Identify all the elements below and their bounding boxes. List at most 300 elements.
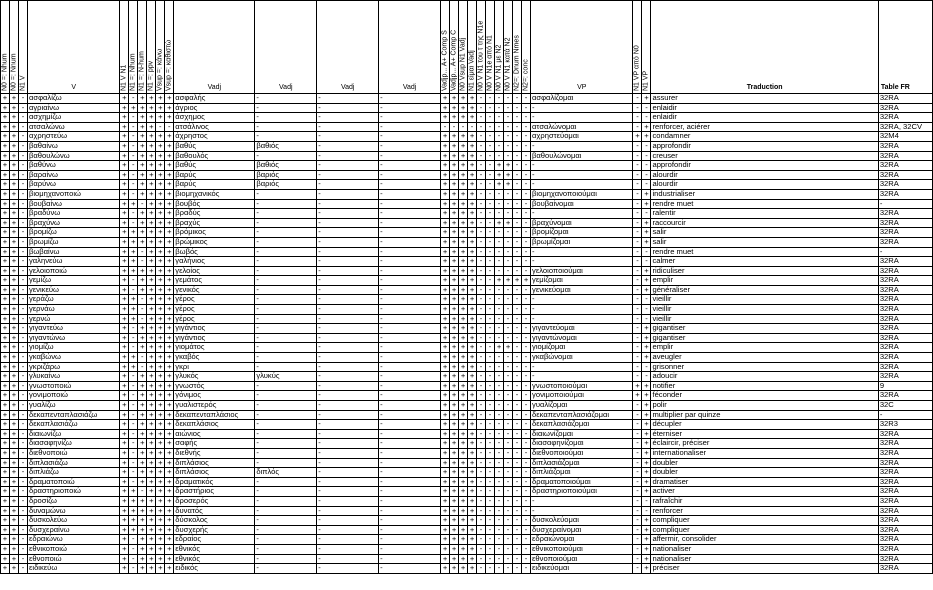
cell-n1vn1: + xyxy=(120,410,129,420)
cell-compg: + xyxy=(441,218,450,228)
cell-table: 32RA xyxy=(878,516,932,526)
cell-n0b: + xyxy=(10,468,19,478)
cell-n0tou: - xyxy=(477,295,486,305)
cell-n0b: + xyxy=(10,372,19,382)
cell-n2: - xyxy=(513,151,522,161)
cell-compg: + xyxy=(441,448,450,458)
cell-n0kata: + xyxy=(504,218,513,228)
cell-vsup1: + xyxy=(156,429,165,439)
cell-vadj2: - xyxy=(255,477,317,487)
cell-vsup1: + xyxy=(156,544,165,554)
cell-n1vn1: + xyxy=(120,554,129,564)
cell-n1vp2: + xyxy=(642,353,651,363)
cell-vsup2: + xyxy=(165,237,174,247)
cell-vadj1: δύσκολος xyxy=(174,516,255,526)
cell-vadj2: - xyxy=(255,564,317,574)
cell-n1ppv: + xyxy=(147,324,156,334)
cell-vsup2: + xyxy=(165,458,174,468)
cell-vadj2: - xyxy=(255,218,317,228)
cell-n1nnum: + xyxy=(138,343,147,353)
cell-n1vn1: + xyxy=(120,161,129,171)
cell-compc: + xyxy=(450,228,459,238)
cell-compc: + xyxy=(450,516,459,526)
cell-n1vp: - xyxy=(633,228,642,238)
table-row xyxy=(1,544,933,554)
cell-n1nhum: + xyxy=(129,362,138,372)
cell-n1v: - xyxy=(19,113,28,123)
cell-n0: + xyxy=(1,141,10,151)
cell-n0vsup: + xyxy=(459,429,468,439)
cell-n1ppv: + xyxy=(147,228,156,238)
cell-n0b: + xyxy=(10,170,19,180)
cell-n2: - xyxy=(513,257,522,267)
cell-n1ppv: + xyxy=(147,372,156,382)
cell-n0tou: - xyxy=(477,506,486,516)
cell-n2: - xyxy=(513,180,522,190)
cell-vsup1: + xyxy=(156,410,165,420)
cell-n1vp2: - xyxy=(642,257,651,267)
cell-compc: + xyxy=(450,410,459,420)
cell-vsup1: + xyxy=(156,372,165,382)
cell-n1vp2: - xyxy=(642,180,651,190)
cell-n1v: - xyxy=(19,458,28,468)
cell-n1vadj: + xyxy=(468,132,477,142)
cell-n1nhum: + xyxy=(129,506,138,516)
cell-n1v: - xyxy=(19,468,28,478)
cell-n2: - xyxy=(513,420,522,430)
cell-compc: + xyxy=(450,170,459,180)
cell-n0apo: - xyxy=(486,487,495,497)
column-header-vadj3: Vadj xyxy=(317,1,379,94)
cell-n1vadj: + xyxy=(468,353,477,363)
cell-n1vp: - xyxy=(633,372,642,382)
column-header-vp: VP xyxy=(531,1,633,94)
cell-n1v: - xyxy=(19,237,28,247)
cell-vsup2: + xyxy=(165,372,174,382)
cell-n1vp2: + xyxy=(642,199,651,209)
cell-table: 32RA xyxy=(878,535,932,545)
cell-vsup1: + xyxy=(156,420,165,430)
cell-n1vp: - xyxy=(633,141,642,151)
cell-n1nhum: - xyxy=(129,381,138,391)
cell-trad: creuser xyxy=(651,151,878,161)
cell-n1vp: - xyxy=(633,257,642,267)
cell-n0: + xyxy=(1,544,10,554)
cell-n0apo: - xyxy=(486,391,495,401)
cell-trad: grisonner xyxy=(651,362,878,372)
cell-vsup2: + xyxy=(165,343,174,353)
cell-trad: salir xyxy=(651,228,878,238)
cell-n2: - xyxy=(513,516,522,526)
cell-n0vsup: + xyxy=(459,305,468,315)
cell-vsup1: + xyxy=(156,305,165,315)
cell-v: βαθαίνω xyxy=(28,141,120,151)
cell-n0apo: - xyxy=(486,305,495,315)
cell-n0me: - xyxy=(495,324,504,334)
cell-vsup2: + xyxy=(165,496,174,506)
cell-n0: + xyxy=(1,564,10,574)
column-header-compg: Vadjp... A+ Comp S xyxy=(441,1,450,94)
cell-trad: rendre muet xyxy=(651,247,878,257)
cell-n1vp2: + xyxy=(642,381,651,391)
cell-vadj3: - xyxy=(317,544,379,554)
cell-n0me: - xyxy=(495,295,504,305)
cell-n1nhum: - xyxy=(129,285,138,295)
cell-n1ppv: + xyxy=(147,477,156,487)
cell-n0vsup: + xyxy=(459,247,468,257)
cell-n1vn1: + xyxy=(120,535,129,545)
cell-trad: dramatiser xyxy=(651,477,878,487)
cell-vsup2: + xyxy=(165,180,174,190)
cell-n0tou: - xyxy=(477,496,486,506)
cell-v: γερνώ xyxy=(28,314,120,324)
cell-n0tou: - xyxy=(477,305,486,315)
cell-table: 32RA xyxy=(878,525,932,535)
cell-n1vp2: + xyxy=(642,554,651,564)
cell-compg: + xyxy=(441,285,450,295)
cell-n0apo: - xyxy=(486,170,495,180)
cell-table: 32RA xyxy=(878,468,932,478)
cell-n1vp: - xyxy=(633,305,642,315)
cell-n1vadj: + xyxy=(468,257,477,267)
cell-vadj3: - xyxy=(317,305,379,315)
cell-compc: + xyxy=(450,94,459,104)
cell-n1nhum: - xyxy=(129,372,138,382)
cell-vadj4: - xyxy=(379,362,441,372)
cell-compg: + xyxy=(441,439,450,449)
cell-compc: + xyxy=(450,180,459,190)
cell-vp: γιομίζομαι xyxy=(531,343,633,353)
table-row xyxy=(1,170,933,180)
cell-vp: - xyxy=(531,103,633,113)
cell-trad: nationaliser xyxy=(651,544,878,554)
cell-n2: - xyxy=(513,237,522,247)
cell-table: 32RA xyxy=(878,189,932,199)
cell-n1vadj: + xyxy=(468,554,477,564)
cell-vadj3: - xyxy=(317,285,379,295)
cell-n1vp2: + xyxy=(642,564,651,574)
cell-vadj1: διπλάσιος xyxy=(174,468,255,478)
cell-v: διπλασιάζω xyxy=(28,458,120,468)
cell-n0kata: - xyxy=(504,458,513,468)
cell-vsup2: + xyxy=(165,103,174,113)
column-header-n0kata: N0 V N1 κατά N2 xyxy=(504,1,513,94)
cell-vsup2: + xyxy=(165,333,174,343)
cell-n1vadj: + xyxy=(468,535,477,545)
table-row xyxy=(1,381,933,391)
cell-n0kata: - xyxy=(504,333,513,343)
cell-n1vp2: + xyxy=(642,516,651,526)
cell-table: 32RA xyxy=(878,305,932,315)
cell-n2: - xyxy=(513,439,522,449)
cell-compc: + xyxy=(450,209,459,219)
column-header-n1v: N1 V xyxy=(19,1,28,94)
column-header-n0b: N0 =: Nnum xyxy=(10,1,19,94)
cell-n0kata: + xyxy=(504,170,513,180)
cell-n1v: - xyxy=(19,439,28,449)
cell-vsup2: + xyxy=(165,189,174,199)
cell-table: - xyxy=(878,410,932,420)
cell-vadj2: γλυκύς xyxy=(255,372,317,382)
cell-n1vn1: + xyxy=(120,362,129,372)
cell-n1v: - xyxy=(19,276,28,286)
cell-n1vadj: + xyxy=(468,372,477,382)
cell-vadj3: - xyxy=(317,401,379,411)
cell-vsup1: + xyxy=(156,401,165,411)
cell-compg: + xyxy=(441,141,450,151)
cell-n1vp2: + xyxy=(642,266,651,276)
cell-vadj4: - xyxy=(379,122,441,132)
cell-n1nhum: - xyxy=(129,458,138,468)
cell-n2: - xyxy=(513,448,522,458)
cell-n1nnum: + xyxy=(138,94,147,104)
cell-n1vp: - xyxy=(633,209,642,219)
cell-vadj3: - xyxy=(317,391,379,401)
cell-vp: ατσαλώνομαι xyxy=(531,122,633,132)
cell-vadj2: - xyxy=(255,343,317,353)
cell-n1v: - xyxy=(19,420,28,430)
cell-n0: + xyxy=(1,401,10,411)
cell-compc: + xyxy=(450,199,459,209)
cell-n0kata: - xyxy=(504,132,513,142)
cell-v: δυναμώνω xyxy=(28,506,120,516)
cell-n1vp: - xyxy=(633,401,642,411)
cell-n1vp2: + xyxy=(642,439,651,449)
column-header-v: V xyxy=(28,1,120,94)
cell-n0vsup: + xyxy=(459,180,468,190)
cell-vadj1: ατσάλινος xyxy=(174,122,255,132)
cell-n0tou: - xyxy=(477,132,486,142)
cell-n0apo: - xyxy=(486,122,495,132)
cell-table: 32RA xyxy=(878,295,932,305)
cell-n1ppv: + xyxy=(147,410,156,420)
cell-n0me: - xyxy=(495,391,504,401)
cell-vadj3: - xyxy=(317,420,379,430)
cell-n1vp2: + xyxy=(642,391,651,401)
cell-table: 32RA xyxy=(878,180,932,190)
cell-table: 32RA xyxy=(878,477,932,487)
cell-vp: γελοιοποιούμαι xyxy=(531,266,633,276)
cell-n1ppv: + xyxy=(147,333,156,343)
cell-n1ppv: + xyxy=(147,353,156,363)
cell-n1nhum: - xyxy=(129,535,138,545)
cell-vadj4: - xyxy=(379,266,441,276)
column-header-n0vsup: N0 Vsup N1 Vadj xyxy=(459,1,468,94)
cell-n2conc: - xyxy=(522,141,531,151)
cell-n2: - xyxy=(513,333,522,343)
cell-n1vn1: + xyxy=(120,381,129,391)
cell-n0apo: - xyxy=(486,564,495,574)
cell-n1vn1: + xyxy=(120,151,129,161)
cell-vadj2: διπλός xyxy=(255,468,317,478)
cell-n0vsup: + xyxy=(459,324,468,334)
cell-compg: + xyxy=(441,103,450,113)
cell-compg: + xyxy=(441,199,450,209)
cell-compc: + xyxy=(450,468,459,478)
cell-n0tou: - xyxy=(477,141,486,151)
cell-vsup2: + xyxy=(165,554,174,564)
cell-vadj4: - xyxy=(379,391,441,401)
cell-n1nnum: + xyxy=(138,141,147,151)
cell-vp: - xyxy=(531,209,633,219)
cell-n0me: - xyxy=(495,439,504,449)
cell-n1v: - xyxy=(19,94,28,104)
cell-n2conc: - xyxy=(522,295,531,305)
cell-n1vadj: + xyxy=(468,410,477,420)
cell-n2: - xyxy=(513,401,522,411)
cell-vadj4: - xyxy=(379,516,441,526)
cell-n0vsup: + xyxy=(459,266,468,276)
cell-v: δυσκολεύω xyxy=(28,516,120,526)
cell-compc: + xyxy=(450,429,459,439)
cell-compc: + xyxy=(450,381,459,391)
cell-n1vp: - xyxy=(633,266,642,276)
cell-n1vp: - xyxy=(633,535,642,545)
cell-n1nhum: - xyxy=(129,401,138,411)
cell-vadj3: - xyxy=(317,564,379,574)
cell-vadj3: - xyxy=(317,468,379,478)
cell-vadj1: γέρος xyxy=(174,295,255,305)
cell-n1nnum: + xyxy=(138,103,147,113)
cell-n0vsup: + xyxy=(459,94,468,104)
cell-compg: + xyxy=(441,372,450,382)
cell-vsup1: + xyxy=(156,218,165,228)
cell-table: 32RA xyxy=(878,333,932,343)
cell-n1ppv: + xyxy=(147,496,156,506)
column-header-n1vp: N1 VP από N0 xyxy=(633,1,642,94)
cell-n0: + xyxy=(1,391,10,401)
cell-n0apo: - xyxy=(486,458,495,468)
cell-vadj1: δυνατός xyxy=(174,506,255,516)
cell-vadj3: - xyxy=(317,295,379,305)
cell-n0b: + xyxy=(10,420,19,430)
cell-n1nhum: - xyxy=(129,189,138,199)
cell-n0: + xyxy=(1,410,10,420)
cell-n1vp: - xyxy=(633,429,642,439)
cell-n1vp: - xyxy=(633,468,642,478)
cell-n1nnum: + xyxy=(138,468,147,478)
cell-n0me: - xyxy=(495,381,504,391)
cell-vp: - xyxy=(531,141,633,151)
cell-n2conc: - xyxy=(522,314,531,324)
cell-n1vn1: + xyxy=(120,372,129,382)
table-row xyxy=(1,487,933,497)
cell-vp: βιομηχανοποιούμαι xyxy=(531,189,633,199)
cell-v: διεθνοποιώ xyxy=(28,448,120,458)
cell-vsup2: + xyxy=(165,525,174,535)
cell-n1vp2: + xyxy=(642,487,651,497)
cell-n0: + xyxy=(1,324,10,334)
cell-vadj2: - xyxy=(255,439,317,449)
cell-compc: + xyxy=(450,247,459,257)
cell-n0b: + xyxy=(10,122,19,132)
cell-n1vadj: + xyxy=(468,170,477,180)
cell-compc: + xyxy=(450,333,459,343)
cell-n0vsup: + xyxy=(459,276,468,286)
cell-table: 9 xyxy=(878,381,932,391)
cell-trad: enlaidir xyxy=(651,113,878,123)
cell-n1v: - xyxy=(19,362,28,372)
cell-n1ppv: + xyxy=(147,554,156,564)
cell-n1vn1: + xyxy=(120,544,129,554)
cell-n0me: + xyxy=(495,218,504,228)
cell-trad: ralentir xyxy=(651,209,878,219)
cell-vsup1: + xyxy=(156,496,165,506)
cell-n1v: - xyxy=(19,151,28,161)
cell-n1nnum: + xyxy=(138,113,147,123)
cell-n0kata: + xyxy=(504,276,513,286)
cell-v: γιγαντώνω xyxy=(28,333,120,343)
cell-table: 32RA xyxy=(878,228,932,238)
cell-n0me: - xyxy=(495,199,504,209)
cell-n0vsup: - xyxy=(459,122,468,132)
cell-n0: + xyxy=(1,372,10,382)
cell-table: 32RA xyxy=(878,218,932,228)
cell-n2conc: - xyxy=(522,170,531,180)
cell-n1vp: - xyxy=(633,506,642,516)
cell-n2: - xyxy=(513,295,522,305)
table-row xyxy=(1,132,933,142)
cell-n1v: - xyxy=(19,401,28,411)
cell-table: 32RA xyxy=(878,266,932,276)
cell-v: βουβαίνω xyxy=(28,199,120,209)
cell-n1nhum: - xyxy=(129,218,138,228)
cell-n0b: + xyxy=(10,103,19,113)
cell-n0tou: - xyxy=(477,477,486,487)
cell-n1vp2: - xyxy=(642,506,651,516)
cell-n1vadj: + xyxy=(468,314,477,324)
cell-n1ppv: + xyxy=(147,468,156,478)
cell-n0apo: - xyxy=(486,113,495,123)
cell-vsup1: + xyxy=(156,468,165,478)
cell-n0b: + xyxy=(10,132,19,142)
cell-vadj4: - xyxy=(379,151,441,161)
cell-vadj1: γιγάντιος xyxy=(174,333,255,343)
cell-vadj2: - xyxy=(255,391,317,401)
cell-n0b: + xyxy=(10,276,19,286)
cell-n0kata: + xyxy=(504,161,513,171)
cell-vadj1: βαρύς xyxy=(174,180,255,190)
cell-n1nnum: + xyxy=(138,324,147,334)
cell-n0vsup: + xyxy=(459,333,468,343)
cell-compc: + xyxy=(450,353,459,363)
cell-n1vadj: + xyxy=(468,487,477,497)
cell-n1nnum: + xyxy=(138,333,147,343)
cell-n1nnum: + xyxy=(138,401,147,411)
cell-vadj1: δυσχερής xyxy=(174,525,255,535)
cell-n1vp2: - xyxy=(642,103,651,113)
cell-vsup2: + xyxy=(165,218,174,228)
cell-compc: + xyxy=(450,362,459,372)
cell-n1vp2: - xyxy=(642,295,651,305)
column-header-n2: N2=: Dnum Nmes xyxy=(513,1,522,94)
cell-vadj3: - xyxy=(317,247,379,257)
table-row xyxy=(1,189,933,199)
cell-n1nhum: - xyxy=(129,333,138,343)
cell-n1v: - xyxy=(19,564,28,574)
cell-vadj2: - xyxy=(255,266,317,276)
cell-compg: + xyxy=(441,257,450,267)
cell-n2: - xyxy=(513,314,522,324)
cell-v: γιγαντεύω xyxy=(28,324,120,334)
cell-vsup1: + xyxy=(156,554,165,564)
cell-n0kata: - xyxy=(504,516,513,526)
column-header-n0me: N0 V N1 με N2 xyxy=(495,1,504,94)
cell-n1vp: - xyxy=(633,333,642,343)
cell-n0me: - xyxy=(495,477,504,487)
cell-n1vadj: + xyxy=(468,401,477,411)
cell-n1nnum: + xyxy=(138,525,147,535)
